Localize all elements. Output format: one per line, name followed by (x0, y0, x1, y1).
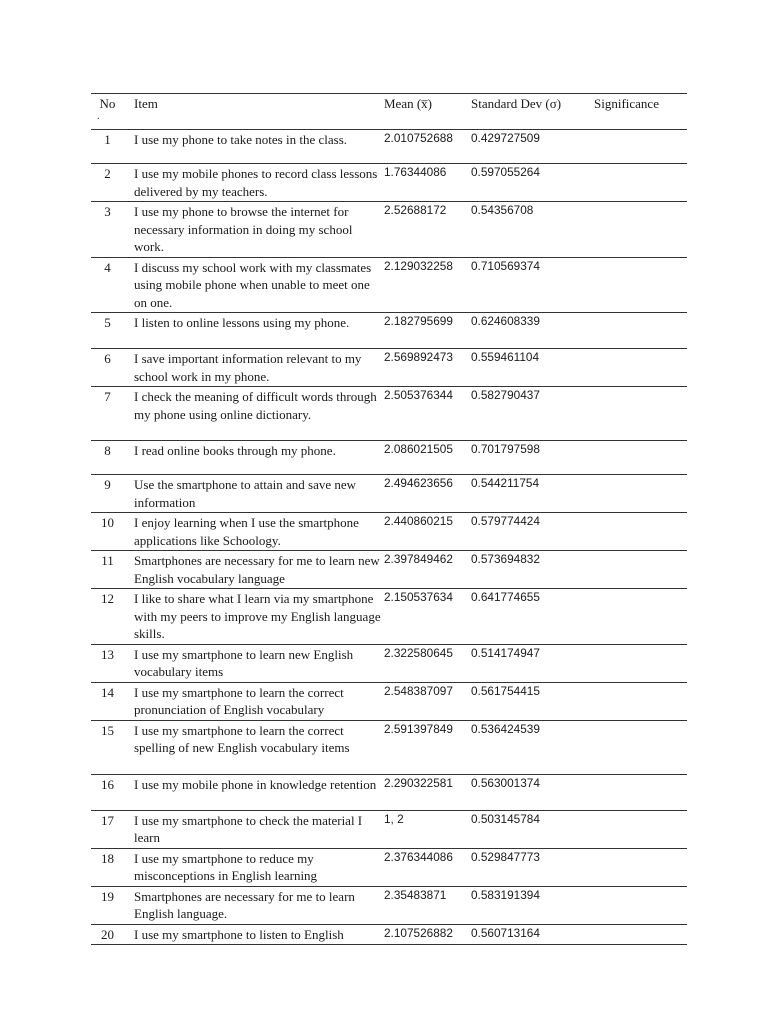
table-row (91, 551, 687, 589)
table-row (91, 774, 687, 810)
row-significance (594, 644, 687, 682)
row-standard-dev: 0.597055264 (471, 165, 540, 179)
row-item: I check the meaning of difficult words through my phone using online dictionary. (134, 389, 377, 422)
row-item: I save important information relevant to my school work in my phone. (134, 351, 362, 384)
row-mean: 2.591397849 (384, 721, 453, 736)
table-row (91, 513, 687, 551)
row-mean: 2.150537634 (384, 590, 453, 604)
row-significance (594, 130, 687, 164)
row-number: 1 (104, 132, 111, 147)
row-item: I listen to online lessons using my phone. (134, 315, 350, 330)
row-mean: 2.440860215 (384, 514, 453, 528)
row-standard-dev: 0.701797598 (471, 442, 540, 456)
table-row (91, 202, 687, 258)
row-number: 9 (104, 477, 111, 492)
row-standard-dev: 0.583191394 (471, 887, 540, 902)
row-mean: 2.548387097 (384, 683, 453, 698)
row-standard-dev: 0.544211754 (471, 476, 540, 490)
table-row (91, 848, 687, 886)
row-standard-dev: 0.529847773 (471, 849, 540, 864)
row-mean: 2.35483871 (384, 887, 447, 902)
table-row (91, 886, 687, 924)
row-significance (594, 349, 687, 387)
row-mean: 2.086021505 (384, 442, 453, 456)
row-mean: 2.505376344 (384, 388, 453, 402)
row-number: 11 (101, 553, 114, 568)
row-item: I discuss my school work with my classmates using mobile phone when unable to meet one on one. (134, 259, 372, 310)
row-mean: 1.76344086 (384, 165, 447, 179)
row-item: I use my phone to take notes in the class. (134, 132, 348, 147)
header-row (91, 94, 687, 130)
row-number: 14 (101, 684, 114, 700)
row-item: I use my mobile phones to record class lessons delivered by my teachers. (134, 166, 378, 199)
row-number: 13 (101, 646, 114, 662)
row-significance (594, 682, 687, 720)
table-row (91, 164, 687, 202)
row-mean: 2.290322581 (384, 775, 453, 790)
row-standard-dev: 0.559461104 (471, 350, 540, 364)
row-significance (594, 589, 687, 645)
row-number: 20 (101, 926, 114, 942)
row-item: I like to share what I learn via my smartphone with my peers to improve my English language skills. (134, 591, 381, 641)
row-significance (594, 441, 687, 475)
row-item: I use my mobile phone in knowledge retention (134, 776, 377, 792)
row-significance (594, 774, 687, 810)
row-significance (594, 886, 687, 924)
header-standard-dev: Standard Dev (σ) (471, 96, 562, 111)
table-body (91, 130, 687, 945)
row-standard-dev: 0.536424539 (471, 721, 540, 736)
row-standard-dev: 0.710569374 (471, 258, 540, 273)
row-mean: 2.322580645 (384, 645, 453, 660)
row-number: 10 (101, 515, 114, 530)
table-header (91, 94, 687, 130)
row-item: Smartphones are necessary for me to learn English language. (134, 888, 355, 921)
table-row (91, 644, 687, 682)
row-item: I use my smartphone to learn new English vocabulary items (134, 646, 354, 679)
row-significance (594, 720, 687, 774)
table-row (91, 257, 687, 313)
row-significance (594, 810, 687, 848)
row-significance (594, 475, 687, 513)
row-standard-dev: 0.573694832 (471, 552, 540, 566)
row-number: 5 (104, 315, 111, 330)
row-mean: 1, 2 (384, 811, 404, 826)
row-mean: 2.376344086 (384, 849, 453, 864)
table-row (91, 387, 687, 441)
row-number: 16 (101, 776, 114, 792)
row-mean: 2.182795699 (384, 314, 453, 328)
row-number: 6 (104, 351, 111, 366)
row-mean: 2.52688172 (384, 203, 447, 217)
table-row (91, 589, 687, 645)
row-mean: 2.107526882 (384, 925, 453, 940)
row-mean: 2.397849462 (384, 552, 453, 566)
table-row (91, 475, 687, 513)
header-significance: Significance (594, 96, 659, 111)
row-item: Use the smartphone to attain and save new information (134, 477, 357, 510)
row-number: 17 (101, 812, 114, 828)
table-row (91, 313, 687, 349)
row-standard-dev: 0.641774655 (471, 590, 540, 604)
table-row (91, 810, 687, 848)
row-significance (594, 164, 687, 202)
table-row (91, 349, 687, 387)
table-row (91, 441, 687, 475)
row-item: I read online books through my phone. (134, 443, 336, 458)
row-number: 4 (104, 259, 111, 275)
row-number: 19 (101, 888, 114, 904)
row-standard-dev: 0.54356708 (471, 203, 534, 217)
row-number: 8 (104, 443, 111, 458)
row-standard-dev: 0.582790437 (471, 388, 540, 402)
row-number: 15 (101, 722, 114, 738)
table-row (91, 720, 687, 774)
table-row (91, 682, 687, 720)
row-item: Smartphones are necessary for me to learn new English vocabulary language (134, 553, 380, 586)
row-standard-dev: 0.624608339 (471, 314, 540, 328)
row-significance (594, 551, 687, 589)
row-standard-dev: 0.503145784 (471, 811, 540, 826)
row-mean: 2.010752688 (384, 131, 453, 145)
row-standard-dev: 0.579774424 (471, 514, 540, 528)
header-no-dot: . (97, 111, 100, 122)
row-item: I use my smartphone to listen to English (134, 926, 344, 942)
row-item: I use my phone to browse the internet for necessary information in doing my school work. (134, 204, 353, 254)
row-significance (594, 313, 687, 349)
row-mean: 2.494623656 (384, 476, 453, 490)
table-row (91, 130, 687, 164)
row-significance (594, 513, 687, 551)
row-standard-dev: 0.429727509 (471, 131, 540, 145)
row-item: I use my smartphone to reduce my misconceptions in English learning (134, 850, 318, 883)
row-significance (594, 202, 687, 258)
row-number: 18 (101, 850, 114, 866)
row-item: I enjoy learning when I use the smartphone applications like Schoology. (134, 515, 359, 548)
row-standard-dev: 0.560713164 (471, 925, 540, 940)
header-no: No . (97, 96, 116, 122)
row-number: 3 (104, 204, 111, 219)
survey-results-table (91, 93, 687, 945)
header-mean: Mean (x̅) (384, 96, 433, 111)
header-item: Item (134, 96, 158, 111)
row-item: I use my smartphone to check the material I learn (134, 812, 363, 845)
row-mean: 2.129032258 (384, 258, 453, 273)
row-standard-dev: 0.514174947 (471, 645, 540, 660)
row-number: 12 (101, 591, 114, 606)
table-row (91, 924, 687, 945)
row-number: 2 (104, 166, 111, 181)
row-standard-dev: 0.563001374 (471, 775, 540, 790)
row-significance (594, 387, 687, 441)
row-standard-dev: 0.561754415 (471, 683, 540, 698)
row-number: 7 (104, 389, 111, 404)
row-mean: 2.569892473 (384, 350, 453, 364)
row-significance (594, 924, 687, 945)
row-item: I use my smartphone to learn the correct pronunciation of English vocabulary (134, 684, 344, 717)
row-significance (594, 257, 687, 313)
row-item: I use my smartphone to learn the correct spelling of new English vocabulary items (134, 722, 350, 755)
row-significance (594, 848, 687, 886)
